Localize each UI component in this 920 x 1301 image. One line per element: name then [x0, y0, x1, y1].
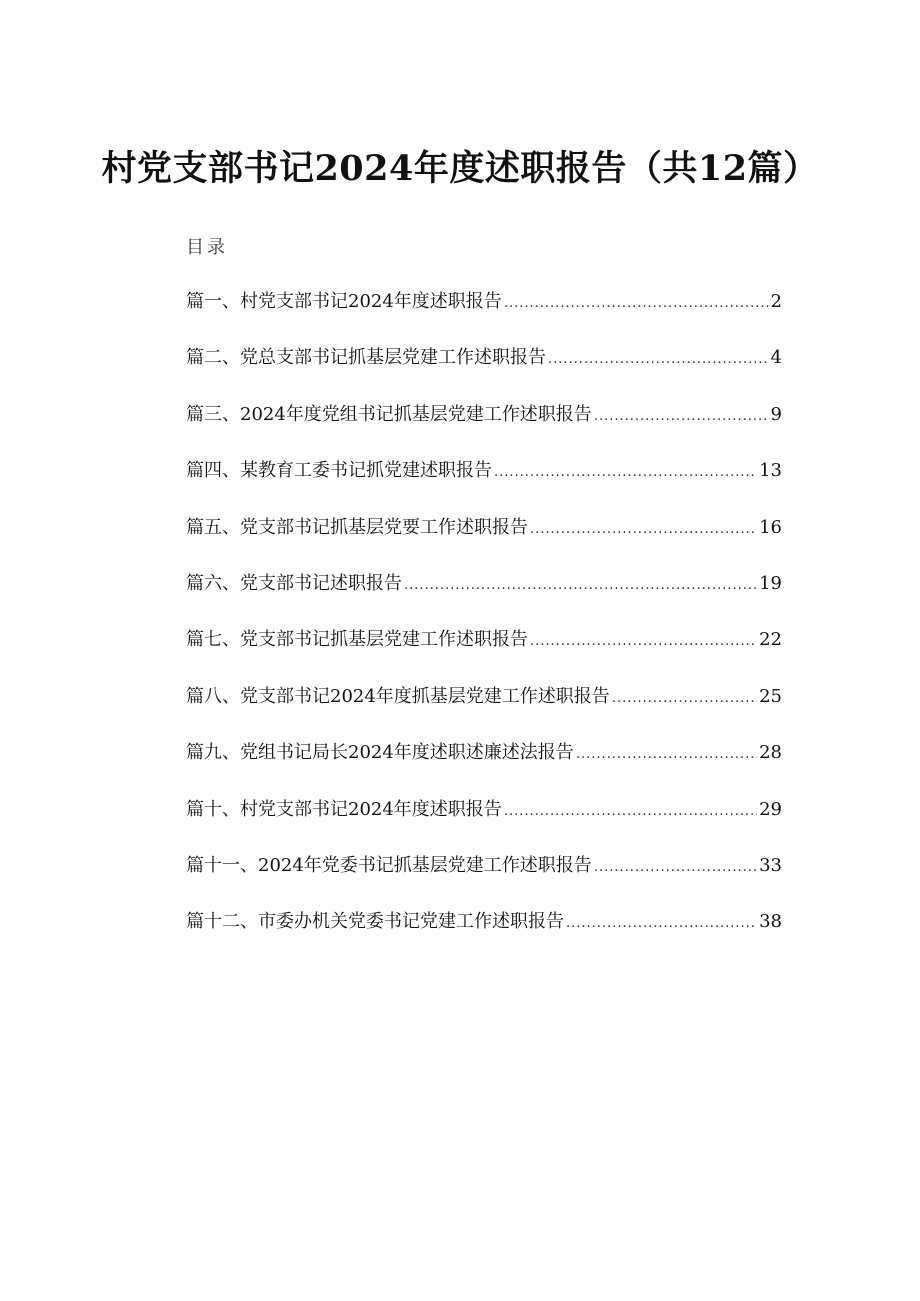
toc-entry-label: 篇九、党组书记局长2024年度述职述廉述法报告 — [186, 742, 574, 764]
toc-entry[interactable] — [186, 288, 782, 344]
toc-heading: 目录 — [186, 237, 228, 258]
toc-entry[interactable] — [186, 570, 782, 626]
toc-dot-leader — [530, 628, 757, 656]
toc-entry-label: 篇四、某教育工委书记抓党建述职报告 — [186, 460, 492, 482]
toc-entry-label: 篇五、党支部书记抓基层党要工作述职报告 — [186, 516, 528, 538]
toc-entry-page: 25 — [759, 685, 782, 707]
toc-entry[interactable] — [186, 739, 782, 795]
toc-dot-leader — [594, 403, 769, 431]
toc-entry-page: 16 — [759, 516, 782, 538]
toc-dot-leader — [576, 741, 757, 769]
toc-dot-leader — [594, 854, 757, 882]
document-title: 村党支部书记2024年度述职报告（共12篇） — [101, 148, 819, 189]
toc-entry-page: 9 — [770, 403, 782, 425]
toc-dot-leader — [548, 346, 769, 374]
toc-entry-page: 2 — [770, 291, 782, 312]
toc-entry[interactable] — [186, 683, 782, 739]
toc-entry[interactable] — [186, 852, 782, 908]
toc-entry-label: 篇七、党支部书记抓基层党建工作述职报告 — [186, 629, 528, 651]
toc-entry-label: 篇十二、市委办机关党委书记党建工作述职报告 — [186, 911, 564, 933]
toc-dot-leader — [494, 459, 757, 487]
toc-entry-page: 28 — [759, 742, 782, 764]
toc-dot-leader — [566, 910, 757, 938]
toc-dot-leader — [530, 516, 757, 544]
toc-entry-page: 19 — [759, 572, 782, 594]
toc-dot-leader — [504, 798, 757, 826]
table-of-contents — [186, 288, 782, 965]
toc-entry-page: 33 — [759, 854, 782, 876]
toc-dot-leader — [612, 685, 757, 713]
toc-entry-page: 4 — [770, 347, 782, 369]
toc-entry-page: 13 — [759, 460, 782, 482]
toc-dot-leader — [504, 290, 769, 318]
toc-dot-leader — [404, 572, 757, 600]
toc-entry-page: 29 — [759, 798, 782, 820]
toc-entry-page: 22 — [759, 629, 782, 651]
toc-entry[interactable] — [186, 626, 782, 682]
toc-entry-label: 篇二、党总支部书记抓基层党建工作述职报告 — [186, 347, 546, 369]
toc-entry-label: 篇三、2024年度党组书记抓基层党建工作述职报告 — [186, 403, 592, 425]
toc-entry[interactable] — [186, 514, 782, 570]
toc-entry-label: 篇一、村党支部书记2024年度述职报告 — [186, 291, 502, 312]
toc-entry[interactable] — [186, 796, 782, 852]
toc-entry-label: 篇八、党支部书记2024年度抓基层党建工作述职报告 — [186, 685, 610, 707]
toc-entry[interactable] — [186, 344, 782, 400]
toc-entry-label: 篇十、村党支部书记2024年度述职报告 — [186, 798, 502, 820]
toc-entry-page: 38 — [759, 911, 782, 933]
toc-entry-label: 篇十一、2024年党委书记抓基层党建工作述职报告 — [186, 854, 592, 876]
toc-entry-label: 篇六、党支部书记述职报告 — [186, 572, 402, 594]
toc-entry[interactable] — [186, 401, 782, 457]
toc-entry[interactable] — [186, 908, 782, 964]
toc-entry[interactable] — [186, 457, 782, 513]
